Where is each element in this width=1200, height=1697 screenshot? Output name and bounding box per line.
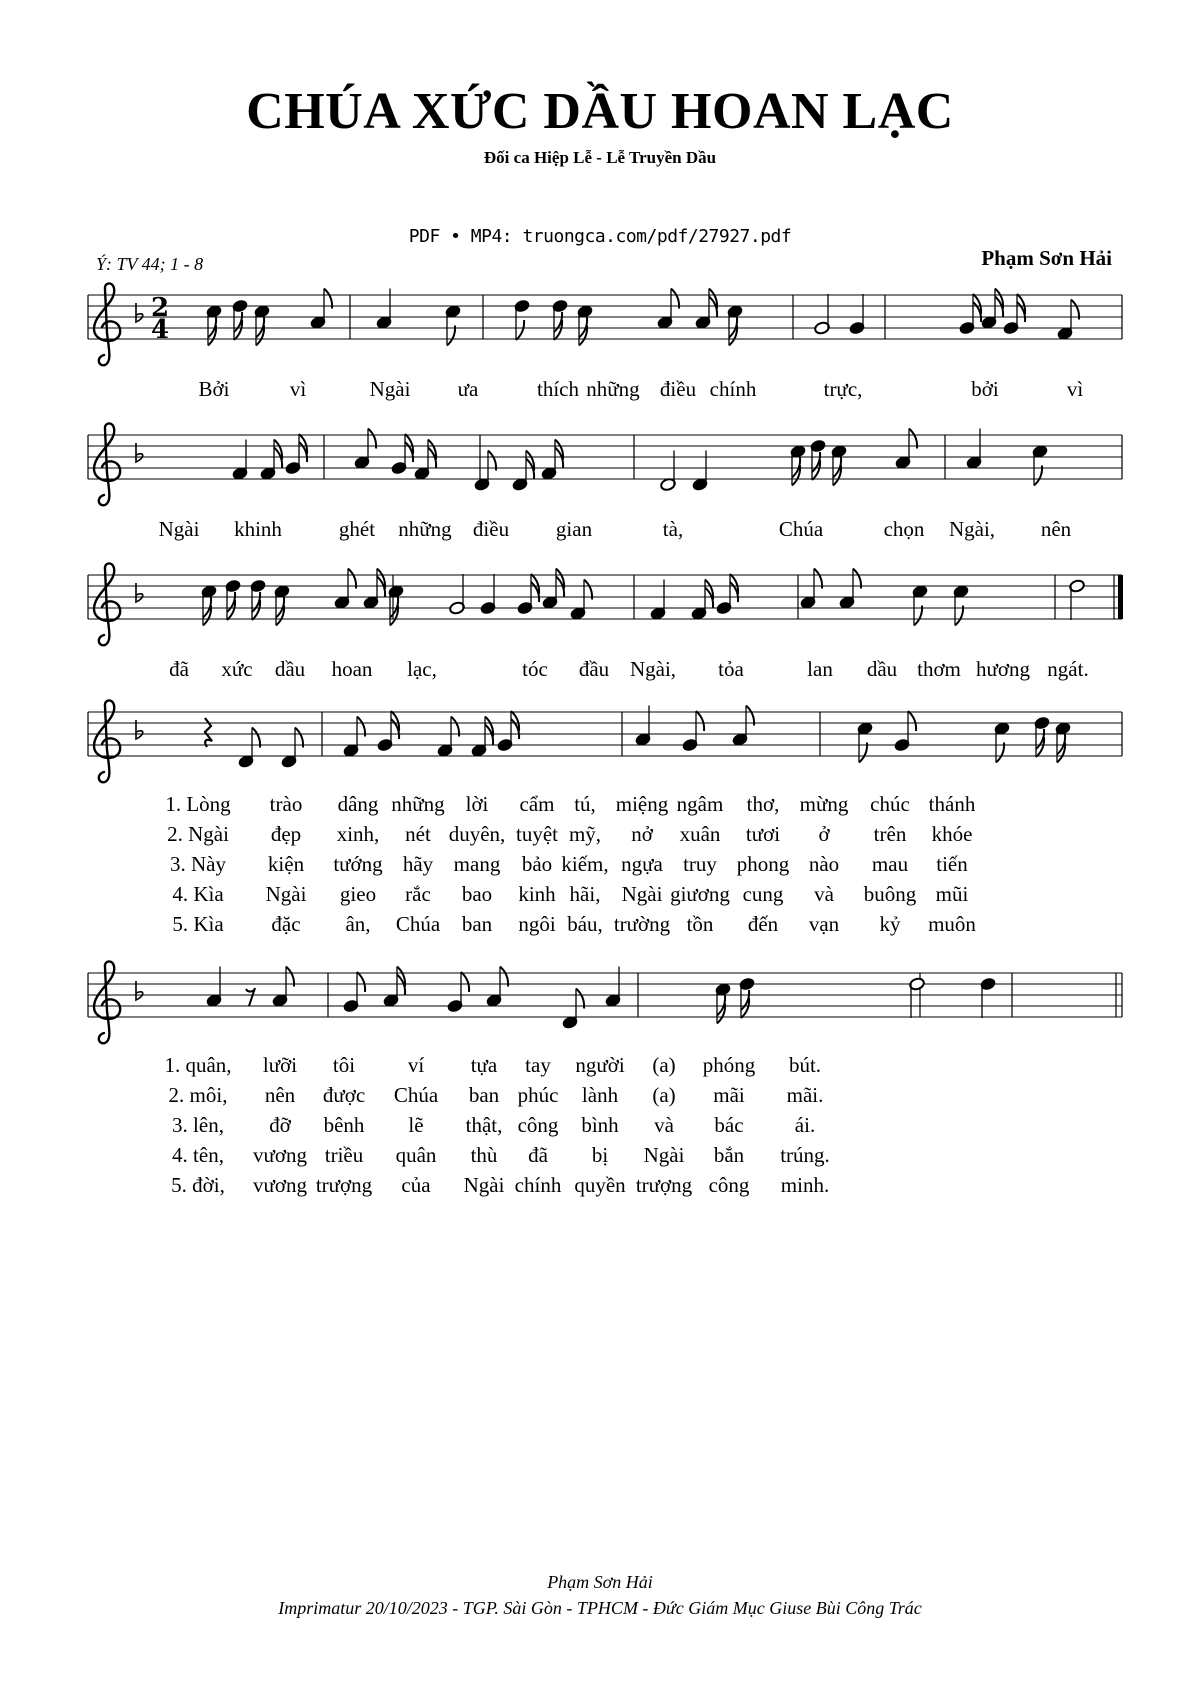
- staff-system: [88, 423, 1122, 541]
- lyric-syllable: 4. Kìa: [172, 882, 224, 906]
- lyric-syllable: Ngài: [643, 1143, 685, 1167]
- lyric-syllable: bởi: [971, 377, 999, 401]
- treble-clef: [94, 283, 120, 365]
- lyric-syllable: quyền: [574, 1173, 626, 1197]
- lyric-syllable: và: [814, 882, 834, 906]
- lyric-syllable: điều: [472, 517, 510, 541]
- lyric-syllable: được: [322, 1083, 366, 1107]
- lyric-syllable: thánh: [928, 792, 976, 816]
- lyric-syllable: kiện: [267, 852, 305, 876]
- lyric-syllable: công: [517, 1113, 559, 1137]
- lyric-syllable: giương: [670, 882, 730, 906]
- lyric-syllable: muôn: [928, 912, 976, 936]
- lyric-syllable: bút.: [788, 1053, 822, 1077]
- treble-clef: [94, 423, 120, 505]
- lyric-syllable: mãi: [713, 1083, 745, 1107]
- lyric-syllable: ban: [461, 912, 493, 936]
- lyric-syllable: Ngài,: [948, 517, 996, 541]
- lyric-syllable: tỏa: [718, 657, 744, 681]
- lyric-syllable: gian: [555, 517, 593, 541]
- lyric-syllable: dâng: [337, 792, 379, 816]
- lyric-syllable: Ngài: [158, 517, 200, 541]
- lyric-syllable: thích: [537, 377, 579, 401]
- staff-system: [88, 700, 1122, 936]
- lyric-syllable: quân: [395, 1143, 437, 1167]
- note-flag: [696, 711, 704, 731]
- time-signature-bottom: 4: [150, 315, 170, 345]
- lyric-syllable: 4. tên,: [172, 1143, 224, 1167]
- lyric-syllable: bị: [591, 1143, 609, 1167]
- lyric-syllable: nên: [264, 1083, 296, 1107]
- lyric-syllable: cẩm: [519, 792, 555, 816]
- lyric-syllable: dầu: [274, 657, 306, 681]
- lyric-syllable: trượng: [635, 1173, 693, 1197]
- lyric-syllable: bắn: [713, 1143, 745, 1167]
- lyric-syllable: lời: [465, 792, 489, 816]
- lyric-syllable: xuân: [679, 822, 721, 846]
- lyric-syllable: trào: [269, 792, 303, 816]
- lyric-syllable: thù: [470, 1143, 498, 1167]
- lyric-syllable: mỹ,: [568, 822, 602, 846]
- lyric-syllable: tươi: [745, 822, 781, 846]
- lyric-syllable: nở: [631, 822, 653, 846]
- lyric-syllable: mũi: [935, 882, 969, 906]
- note-flag: [516, 320, 524, 340]
- quarter-rest: [205, 718, 212, 747]
- composer-name: Phạm Sơn Hải: [981, 246, 1112, 270]
- lyric-syllable: lạc,: [407, 657, 437, 681]
- lyric-syllable: bình: [581, 1113, 619, 1137]
- lyric-syllable: ưa: [457, 377, 479, 401]
- lyric-syllable: mang: [453, 852, 501, 876]
- lyric-syllable: bênh: [323, 1113, 365, 1137]
- lyric-syllable: đặc: [271, 912, 301, 936]
- lyric-syllable: và: [654, 1113, 674, 1137]
- lyric-syllable: ghét: [338, 517, 376, 541]
- lyric-syllable: ngôi: [518, 912, 556, 936]
- lyric-syllable: chúc: [870, 792, 910, 816]
- lyric-syllable: 3. Này: [170, 852, 226, 876]
- lyric-syllable: trúng.: [780, 1143, 830, 1167]
- lyric-syllable: tà,: [662, 517, 684, 541]
- lyric-syllable: Ngài: [369, 377, 411, 401]
- lyric-syllable: tay: [525, 1053, 551, 1077]
- lyric-syllable: 1. Lòng: [165, 792, 231, 816]
- lyric-syllable: 2. môi,: [168, 1083, 228, 1107]
- lyric-syllable: Bởi: [198, 377, 230, 401]
- lyric-syllable: duyên,: [448, 822, 506, 846]
- lyric-syllable: 3. lên,: [172, 1113, 224, 1137]
- lyric-syllable: ví: [407, 1053, 425, 1077]
- lyric-syllable: chính: [514, 1173, 562, 1197]
- lyric-syllable: vì: [289, 377, 307, 401]
- lyric-syllable: nào: [808, 852, 840, 876]
- lyric-syllable: mãi.: [786, 1083, 824, 1107]
- lyric-syllable: đã: [169, 657, 189, 681]
- lyric-syllable: gieo: [339, 882, 377, 906]
- staff-system: [88, 961, 1122, 1197]
- lyric-syllable: hãy: [402, 852, 434, 876]
- lyric-syllable: hoan: [331, 657, 373, 681]
- lyric-syllable: lưỡi: [262, 1053, 298, 1077]
- note-flag: [908, 711, 916, 731]
- lyric-syllable: ở: [818, 822, 830, 846]
- lyric-syllable: của: [401, 1173, 431, 1197]
- lyric-syllable: thơm: [917, 657, 961, 681]
- lyric-syllable: đầu: [578, 657, 610, 681]
- lyric-syllable: khinh: [234, 517, 282, 541]
- lyric-syllable: vương: [253, 1143, 307, 1167]
- lyric-syllable: tựa: [470, 1053, 498, 1077]
- page-title: CHÚA XỨC DẦU HOAN LẠC: [246, 83, 954, 140]
- lyric-syllable: lẽ: [408, 1113, 424, 1137]
- lyric-syllable: ân,: [345, 912, 371, 936]
- lyric-syllable: ái.: [794, 1113, 816, 1137]
- lyric-syllable: Ngài: [463, 1173, 505, 1197]
- lyric-syllable: kinh: [518, 882, 556, 906]
- lyric-syllable: phúc: [517, 1083, 559, 1107]
- lyric-syllable: phong: [736, 852, 790, 876]
- lyric-syllable: (a): [652, 1083, 676, 1107]
- footer-imprimatur: Imprimatur 20/10/2023 - TGP. Sài Gòn - TPHCM - Đức Giám Mục Giuse Bùi Công Trác: [278, 1598, 922, 1618]
- lyric-syllable: nên: [1040, 517, 1072, 541]
- lyric-syllable: tú,: [574, 792, 596, 816]
- lyric-syllable: 1. quân,: [164, 1053, 232, 1077]
- lyric-syllable: những: [398, 517, 452, 541]
- treble-clef: [94, 563, 120, 645]
- lyric-syllable: hương: [976, 657, 1030, 681]
- lyric-syllable: trượng: [315, 1173, 373, 1197]
- eighth-rest: [246, 988, 255, 1006]
- lyric-syllable: Chúa: [778, 517, 824, 541]
- lyric-syllable: tuyệt: [516, 822, 558, 846]
- lyric-syllable: chọn: [883, 517, 925, 541]
- lyric-syllable: Chúa: [395, 912, 441, 936]
- note-flag: [357, 972, 365, 992]
- lyric-syllable: vì: [1066, 377, 1084, 401]
- lyric-syllable: đẹp: [270, 822, 302, 846]
- lyric-syllable: những: [586, 377, 640, 401]
- lyric-syllable: phóng: [702, 1053, 756, 1077]
- lyric-syllable: mau: [871, 852, 909, 876]
- lyric-syllable: buông: [863, 882, 917, 906]
- lyric-syllable: tồn: [686, 912, 714, 936]
- staff-system: [88, 563, 1123, 681]
- lyric-syllable: lành: [581, 1083, 619, 1107]
- lyric-syllable: công: [708, 1173, 750, 1197]
- lyric-syllable: tướng: [333, 852, 383, 876]
- lyric-syllable: kỷ: [879, 912, 901, 936]
- lyric-syllable: mừng: [799, 792, 849, 816]
- lyric-syllable: xức: [221, 657, 253, 681]
- lyric-syllable: vạn: [808, 912, 840, 936]
- lyric-syllable: ngát.: [1047, 657, 1089, 681]
- source-link[interactable]: PDF • MP4: truongca.com/pdf/27927.pdf: [408, 226, 792, 247]
- lyric-syllable: kiếm,: [561, 852, 609, 876]
- lyric-syllable: báu,: [567, 912, 603, 936]
- lyric-syllable: miệng: [615, 792, 669, 816]
- lyric-syllable: lan: [807, 657, 833, 681]
- lyric-syllable: trường: [613, 912, 671, 936]
- treble-clef: [94, 961, 120, 1043]
- lyric-syllable: 2. Ngài: [167, 822, 229, 846]
- note-flag: [461, 972, 469, 992]
- lyric-syllable: đến: [747, 912, 779, 936]
- lyric-syllable: ngựa: [621, 852, 663, 876]
- lyric-syllable: thơ,: [746, 792, 780, 816]
- lyric-syllable: xinh,: [336, 822, 380, 846]
- lyric-syllable: điều: [659, 377, 697, 401]
- lyric-syllable: 5. đời,: [171, 1173, 225, 1197]
- lyric-syllable: thật,: [465, 1113, 503, 1137]
- lyric-syllable: rắc: [405, 882, 431, 906]
- lyric-syllable: trực,: [823, 377, 863, 401]
- lyric-syllable: 5. Kìa: [172, 912, 224, 936]
- lyric-syllable: những: [391, 792, 445, 816]
- lyric-syllable: tiến: [936, 852, 968, 876]
- lyric-syllable: minh.: [780, 1173, 830, 1197]
- lyric-syllable: nét: [405, 822, 431, 846]
- time-signature-top: 2: [150, 293, 170, 323]
- lyric-syllable: trên: [873, 822, 907, 846]
- lyric-syllable: truy: [683, 852, 717, 876]
- lyric-syllable: vương: [253, 1173, 307, 1197]
- lyric-syllable: Ngài: [265, 882, 307, 906]
- lyric-syllable: ban: [468, 1083, 500, 1107]
- lyric-syllable: tóc: [522, 657, 548, 681]
- lyric-syllable: bao: [461, 882, 493, 906]
- lyric-syllable: hãi,: [569, 882, 601, 906]
- lyric-syllable: đã: [528, 1143, 548, 1167]
- lyric-syllable: Chúa: [393, 1083, 439, 1107]
- lyric-syllable: khóe: [931, 822, 973, 846]
- lyric-syllable: bảo: [521, 852, 553, 876]
- page-subtitle: Đối ca Hiệp Lễ - Lễ Truyền Dầu: [483, 148, 717, 167]
- lyric-syllable: (a): [652, 1053, 676, 1077]
- lyric-syllable: cung: [742, 882, 784, 906]
- lyric-syllable: đỡ: [269, 1113, 291, 1137]
- lyric-syllable: Ngài: [621, 882, 663, 906]
- footer-composer: Phạm Sơn Hải: [547, 1572, 653, 1592]
- final-barline: [1118, 575, 1123, 619]
- lyric-syllable: Ngài,: [629, 657, 677, 681]
- lyric-syllable: ngâm: [676, 792, 724, 816]
- staff-system: [88, 283, 1122, 401]
- lyric-syllable: người: [575, 1053, 625, 1077]
- lyric-syllable: triều: [324, 1143, 364, 1167]
- scripture-reference: Ý: TV 44; 1 - 8: [96, 254, 204, 274]
- lyric-syllable: tôi: [332, 1053, 356, 1077]
- lyric-syllable: dầu: [866, 657, 898, 681]
- lyric-syllable: bác: [714, 1113, 744, 1137]
- treble-clef: [94, 700, 120, 782]
- lyric-syllable: chính: [709, 377, 757, 401]
